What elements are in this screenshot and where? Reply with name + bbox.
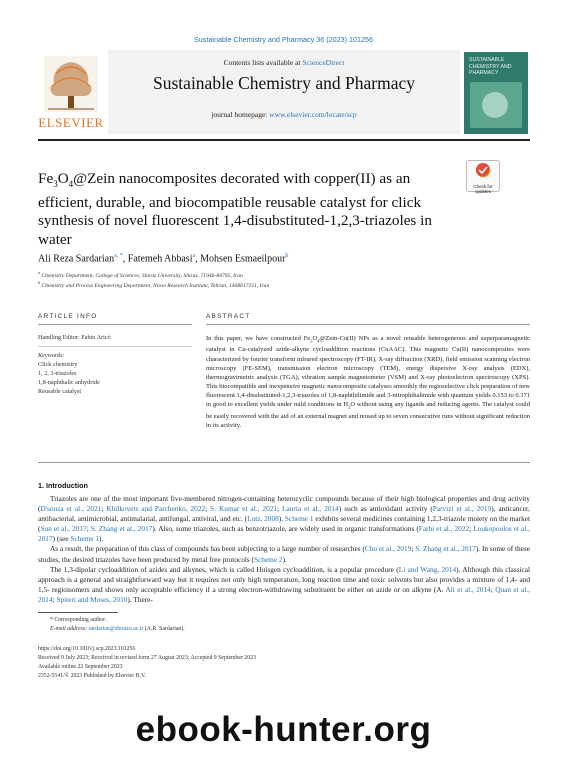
intro-text: ), anticancer, antibacterial, antimicrobial, antimalarial, antifungal, antiviral, and etc. ( (38, 504, 530, 524)
introduction-body (38, 494, 530, 605)
intro-text: ; (101, 504, 107, 514)
article-title (38, 170, 458, 249)
badge-line1: Check for (473, 184, 493, 189)
email-link[interactable]: sardarian@shirazu.ac.ir (88, 626, 144, 632)
abstract-part: @Zein-Cu(II) NPs as a novel reusable heterogeneous and superparamagnetic catalyst in Cu-catalyzed azide-alkyne cycloaddition reactions (CuAAC). This magnetic Cu(II) nanocomposites were characterized by fourier transform infrared spectroscopy (FT-IR), X-ray diffraction (XRD), field emission scanning electron microscopy (FE-SEM), transmission electron microscopy (TEM), energy dispersive X-ray analysis (EDX), thermogravimetric analysis (TGA), vibration sample magnetometer (VSM) and X-ray photoelectron spectroscopy (XPS). This biocompatible and inexpensive magnetic nanocomposite catalyses smoothly the regioselective click preparation of new fluorescent 1,4-disubstituted-1,2,3-triazoles of 1,8-naphthilimide and 3-nitrophthalimide with quantum yields 0.153 to 0.371 in good to excellent yields under mild conditions in H (206, 335, 530, 409)
abstract-subscript: 4 (317, 338, 320, 344)
author-name[interactable]: Fatemeh Abbasi (127, 253, 193, 265)
intro-text: ). (282, 554, 287, 564)
citation-link[interactable]: Sun et al., 2017 (40, 524, 87, 534)
publisher-wordmark: ELSEVIER (38, 115, 104, 130)
contents-line (108, 58, 460, 67)
intro-text: ; (52, 594, 57, 604)
affiliation-a (38, 270, 243, 279)
abstract-bottom-rule (38, 462, 530, 463)
elsevier-logo (38, 52, 104, 132)
title-part: Fe (38, 170, 54, 187)
intro-text: ; (469, 524, 474, 534)
homepage-line (108, 110, 460, 119)
intro-text: ) such as antioxidant activity ( (338, 504, 433, 514)
email-suffix: (A.R. Sardarian). (143, 626, 185, 632)
abstract-heading: ABSTRACT (206, 313, 251, 320)
check-updates-icon (467, 161, 499, 179)
author-list (38, 253, 288, 264)
check-for-updates-badge[interactable] (466, 160, 500, 192)
affiliation-b (38, 280, 269, 289)
intro-paragraph (38, 565, 530, 605)
keyword-item: Click chemistry (38, 361, 78, 368)
author-name[interactable]: Ali Reza Sardarian (38, 253, 115, 265)
citation-link[interactable]: S. Zhang et al., 2017 (90, 524, 153, 534)
citation-link[interactable]: Scheme 1 (70, 534, 99, 544)
intro-text: Triazoles are one of the most important five-membered nitrogen-containing heterocyclic compounds because of their high biological properties and drug activity ( (38, 494, 530, 514)
intro-text: ). In some of these studies, the desired triazoles have been produced by metal free protocols ( (38, 544, 530, 564)
citation-link[interactable]: Lutz, 2008 (247, 514, 279, 524)
citation-link[interactable]: Ali et al., 2014 (445, 584, 491, 594)
author-separator: , (195, 253, 201, 265)
intro-paragraph (38, 544, 530, 564)
citation-link[interactable]: Quan et al., 2014 (38, 584, 530, 604)
contents-prefix: Contents lists available at (223, 58, 303, 67)
article-info-rule (38, 324, 192, 325)
author-affiliation-mark[interactable]: a (192, 253, 196, 259)
abstract-part: O without using any ligands and reducing agents. The catalyst could be easily recovered with the aid of an external magnet and reused up to seven consecutive runs without significant reduction in its activity. (206, 401, 530, 429)
citation-link[interactable]: Scheme 1 (284, 514, 314, 524)
abstract-rule (206, 324, 530, 325)
keywords-label: Keywords: (38, 352, 65, 359)
intro-text: ). Also, some triazoles, such as benzotriazole, are widely used in organic transformations ( (152, 524, 419, 534)
author-affiliation-mark[interactable]: b (285, 253, 289, 259)
author-affiliation-mark[interactable]: a, * (114, 253, 123, 259)
citation-link[interactable]: S. Zhang et al., 2017 (415, 544, 476, 554)
citation-link[interactable]: Spiteri and Moses, 2010 (56, 594, 128, 604)
issn-copyright: 2352-5541/© 2023 Published by Elsevier B.V. (38, 673, 146, 679)
footnote-rule (38, 612, 118, 613)
title-part: O (57, 170, 69, 187)
intro-text: ). Although this classical approach is a general and straightforward way but it requires not only high temperature, long reaction time and toxic solvents but also provides a mixture of 1,4- and 1,5- regioisomers and shows only acceptable efficiency if a strong electron-withdrawing substituent be either on azide or on alkyne (A. (38, 564, 531, 594)
cover-title: SUSTAINABLE CHEMISTRY AND PHARMACY (469, 57, 512, 76)
article-info-divider (38, 346, 192, 347)
email-note (50, 626, 185, 632)
journal-cover-image (464, 52, 528, 134)
introduction-heading: 1. Introduction (38, 481, 88, 490)
author-separator: , (122, 253, 128, 265)
title-part: @Zein nanocomposites decorated with copper(II) as an efficient, durable, and biocompatible reusable catalyst for click synthesis of novel fluorescent 1,4-disubstituted-1,2,3-triazoles in water (38, 170, 432, 248)
citation-link[interactable]: Farhi et al., 2022 (418, 524, 470, 534)
cover-art-circle (482, 92, 508, 118)
citation-link[interactable]: Lauria et al., 2014 (282, 504, 339, 514)
citation-link[interactable]: Scheme 2 (254, 554, 283, 564)
author-name[interactable]: Mohsen Esmaeilpour (200, 253, 286, 265)
intro-text: ; (86, 524, 91, 534)
homepage-link[interactable]: www.elsevier.com/locate/scp (269, 110, 357, 119)
title-subscript: 3 (53, 179, 58, 190)
intro-text: ). (99, 534, 104, 544)
keyword-item: 1,8-naphthalic anhydride (38, 379, 100, 386)
citation-link[interactable]: Chu et al., 2019 (364, 544, 412, 554)
affiliation-text: Chemistry and Process Engineering Department, Niroo Research Institute, Tehran, 1468617151, Iran (41, 282, 270, 289)
intro-text: exhibits several medicines containing 1,2,3-triazole moiety on the market ( (38, 514, 530, 534)
title-subscript: 4 (68, 179, 74, 190)
intro-text: As a result, the preparation of this class of compounds has been subjecting to a large number of researches ( (50, 544, 365, 554)
received-dates: Received 9 July 2023; Received in revised form 27 August 2023; Accepted 9 September 2023 (38, 655, 256, 661)
intro-text: ) (see (52, 534, 71, 544)
citation-link[interactable]: Loukopoulos et al., 2017 (38, 524, 531, 544)
badge-line2: updates (474, 189, 491, 194)
affiliation-mark: a (38, 270, 40, 275)
affiliation-mark: b (38, 280, 40, 285)
intro-text: The 1,3-dipolar cycloaddition of azides and alkynes, which is called Huisgen cycloaddition, is a popular procedure ( (50, 564, 399, 574)
citation-link[interactable]: Khilkovets and Parchenko, 2022 (106, 504, 206, 514)
abstract-text (206, 334, 530, 430)
citation-link[interactable]: Parvizi et al., 2019 (432, 504, 492, 514)
intro-text: ; (277, 504, 283, 514)
abstract-part: In this paper, we have constructed Fe (206, 335, 311, 342)
intro-paragraph (38, 494, 530, 544)
doi-link[interactable]: https://doi.org/10.1016/j.scp.2023.101256 (38, 646, 136, 652)
intro-text: ; (411, 544, 416, 554)
sciencedirect-link[interactable]: ScienceDirect (302, 58, 345, 67)
intro-text: ; (205, 504, 211, 514)
keyword-item: 1, 2, 3-triazoles (38, 370, 77, 377)
watermark-text: ebook-hunter.org (135, 710, 432, 749)
article-info-heading: ARTICLE INFO (38, 313, 98, 320)
homepage-prefix: journal homepage: (211, 110, 270, 119)
intro-text: ). There- (127, 594, 153, 604)
available-online: Available online 22 September 2023 (38, 664, 123, 670)
abstract-subscript: 3 (310, 338, 313, 344)
abstract-subscript: 2 (348, 404, 351, 410)
journal-name: Sustainable Chemistry and Pharmacy (153, 73, 415, 93)
citation-link[interactable]: S. Kumar et al., 2021 (210, 504, 278, 514)
affiliation-text: Chemistry Department, College of Sciences, Shiraz University, Shiraz, 71946-84795, Iran (41, 272, 243, 279)
citation-link[interactable]: D'souza et al., 2021 (40, 504, 102, 514)
header-rule (38, 139, 530, 141)
keyword-item: Reusable catalyst (38, 388, 82, 395)
citation-link[interactable]: Li and Wang, 2014 (398, 564, 457, 574)
abstract-part: O (312, 335, 318, 342)
intro-text: ; (490, 584, 496, 594)
corresponding-note: * Corresponding author. (50, 617, 107, 623)
intro-text: ). (278, 514, 285, 524)
journal-citation[interactable]: Sustainable Chemistry and Pharmacy 36 (2023) 101256 (194, 35, 373, 44)
handling-editor: Handling Editor: Fabio Aricò (38, 334, 111, 341)
email-label: E-mail address: (50, 626, 89, 632)
